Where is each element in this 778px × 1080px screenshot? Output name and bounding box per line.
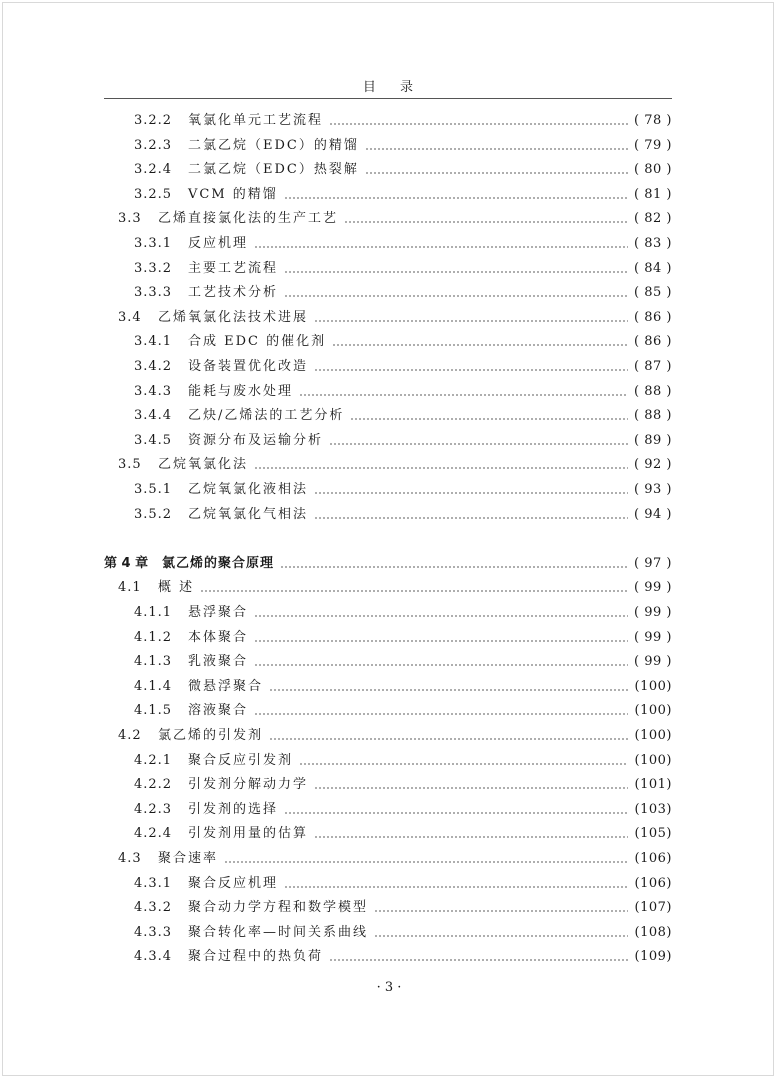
toc-entry <box>104 504 672 526</box>
toc-entry-page: ( 92 ) <box>634 457 672 473</box>
dot-leader <box>344 221 628 224</box>
toc-entry-title: 聚合转化率—时间关系曲线 <box>188 924 369 940</box>
dot-leader <box>269 688 628 691</box>
toc-entry-title: 乙烷氧氯化液相法 <box>188 482 309 497</box>
toc-entry-title: 引发剂用量的估算 <box>188 826 309 842</box>
toc-entry-number: 4.2.1 <box>134 752 173 768</box>
dot-leader <box>254 615 628 618</box>
toc-entry-number: 3.4.5 <box>134 432 173 448</box>
toc-entry-number: 3.4.4 <box>134 408 173 424</box>
dot-leader <box>254 246 628 249</box>
dot-leader <box>200 590 628 593</box>
toc-entry <box>104 135 672 157</box>
dot-leader <box>329 959 628 962</box>
toc-entry-page: ( 81 ) <box>634 186 672 202</box>
toc-entry-page: ( 88 ) <box>634 383 672 399</box>
toc-entry-page: (101) <box>634 777 672 793</box>
toc-entry-number: 3.4.2 <box>134 359 173 374</box>
toc-entry-title: 引发剂分解动力学 <box>188 777 309 793</box>
toc-entry-number: 3.5.1 <box>134 482 173 497</box>
toc-entry-number: 3.3.1 <box>134 236 173 251</box>
toc-entry-page: ( 86 ) <box>634 309 672 325</box>
dot-leader <box>314 787 628 790</box>
dot-leader <box>374 934 628 937</box>
toc-entry-number: 4.3 <box>118 851 142 866</box>
toc-entry-page: (100) <box>634 728 672 743</box>
dot-leader <box>284 196 628 199</box>
toc-entry-title: 乙烷氧氯化气相法 <box>188 506 309 522</box>
dot-leader <box>280 565 628 568</box>
toc-entry-number: 3.4.3 <box>134 383 173 399</box>
toc-entry-title: 氧氯化单元工艺流程 <box>188 113 324 128</box>
dot-leader <box>254 713 628 716</box>
toc-entry <box>104 774 672 796</box>
toc-entry <box>104 946 672 968</box>
toc-entry-title: 聚合过程中的热负荷 <box>188 949 324 965</box>
dot-leader <box>314 369 628 372</box>
toc-entry-title: 概 述 <box>158 580 195 596</box>
toc-entry-title: 资源分布及运输分析 <box>188 432 324 448</box>
toc-entry-title: 乙炔/乙烯法的工艺分析 <box>188 408 345 424</box>
toc-entry-title: VCM 的精馏 <box>188 186 278 202</box>
toc-entry <box>104 454 672 476</box>
toc-entry-title: 氯乙烯的引发剂 <box>158 728 264 743</box>
toc-entry-number: 3.2.4 <box>134 162 173 178</box>
dot-leader <box>374 910 628 913</box>
running-header: 目 录 <box>362 80 424 95</box>
toc-entry <box>104 282 672 304</box>
toc-entry <box>104 159 672 181</box>
toc-entry-number: 4.2.4 <box>134 826 173 842</box>
toc-entry-number: 4.2.3 <box>134 801 173 817</box>
toc-entry <box>104 873 672 895</box>
toc-entry-title: 乙烯氧氯化法技术进展 <box>158 309 309 325</box>
toc-entry-page: ( 86 ) <box>634 334 672 350</box>
dot-leader <box>254 664 628 667</box>
toc-entry-page: ( 82 ) <box>634 211 672 227</box>
toc-entry-title: 聚合动力学方程和数学模型 <box>188 900 369 916</box>
toc-entry-page: ( 78 ) <box>634 113 672 128</box>
toc-entry-number: 3.2.3 <box>134 137 173 153</box>
dot-leader <box>332 344 628 347</box>
toc-entry-page: ( 99 ) <box>634 580 672 596</box>
toc-entry <box>104 110 672 132</box>
toc-entry-number: 4.1.2 <box>134 629 173 645</box>
toc-entry-number: 4.3.1 <box>134 875 173 891</box>
toc-entry-number: 4.1.1 <box>134 605 173 620</box>
toc-entry-page: (108) <box>634 924 672 940</box>
dot-leader <box>254 467 628 470</box>
toc-entry-page: (100) <box>634 752 672 768</box>
toc-entry-title: 能耗与废水处理 <box>188 383 294 399</box>
toc-entry-number: 3.3.3 <box>134 285 173 301</box>
toc-entry <box>104 577 672 599</box>
dot-leader <box>314 516 628 519</box>
toc-entry <box>104 381 672 403</box>
toc-entry-title: 溶液聚合 <box>188 703 249 719</box>
toc-entry <box>104 627 672 649</box>
toc-entry <box>104 725 672 747</box>
header-rule <box>104 98 672 99</box>
toc-entry-page: (107) <box>634 900 672 916</box>
toc-entry-number: 3.5 <box>118 457 142 473</box>
toc-entry-title: 乳液聚合 <box>188 654 249 670</box>
dot-leader <box>365 147 628 150</box>
toc-entry-page: ( 93 ) <box>634 482 672 497</box>
toc-entry-number: 4.1.5 <box>134 703 173 719</box>
toc-entry-page: ( 87 ) <box>634 359 672 374</box>
toc-entry-page: (106) <box>634 851 672 866</box>
toc-entry-page: (105) <box>634 826 672 842</box>
toc-entry-title: 设备装置优化改造 <box>188 359 309 374</box>
toc-entry-page: ( 85 ) <box>634 285 672 301</box>
toc-entry <box>104 184 672 206</box>
toc-entry-page: (103) <box>634 801 672 817</box>
toc-entry-page: ( 88 ) <box>634 408 672 424</box>
toc-entry-number: 3.4 <box>118 309 142 325</box>
dot-leader <box>314 836 628 839</box>
toc-chapter-entry <box>104 553 672 575</box>
toc-entry-title: 微悬浮聚合 <box>188 678 264 694</box>
dot-leader <box>224 861 628 864</box>
toc-entry-page: ( 80 ) <box>634 162 672 178</box>
toc-entry <box>104 258 672 280</box>
dot-leader <box>329 123 628 126</box>
toc-entry-title: 乙烷氧氯化法 <box>158 457 249 473</box>
toc-entry-number: 4.1.3 <box>134 654 173 670</box>
toc-entry-number: 3.3 <box>118 211 142 227</box>
toc-entry-title: 引发剂的选择 <box>188 801 279 817</box>
toc-entry-page: ( 83 ) <box>634 236 672 251</box>
dot-leader <box>284 811 628 814</box>
toc-entry-number: 3.2.5 <box>134 186 173 202</box>
toc-entry-number: 4.3.4 <box>134 949 173 965</box>
toc-entry-page: (109) <box>634 949 672 965</box>
toc-entry <box>104 307 672 329</box>
toc-entry-page: ( 94 ) <box>634 506 672 522</box>
toc-entry-title: 本体聚合 <box>188 629 249 645</box>
toc-entry-number: 3.2.2 <box>134 113 173 128</box>
toc-entry-number: 3.5.2 <box>134 506 173 522</box>
toc-entry-page: ( 89 ) <box>634 432 672 448</box>
dot-leader <box>284 270 628 273</box>
toc-entry <box>104 848 672 870</box>
toc-entry-number: 4.3.2 <box>134 900 173 916</box>
toc-entry-title: 主要工艺流程 <box>188 260 279 276</box>
toc-entry-number: 3.3.2 <box>134 260 173 276</box>
dot-leader <box>314 492 628 495</box>
toc-entry <box>104 208 672 230</box>
dot-leader <box>269 738 628 741</box>
dot-leader <box>350 418 628 421</box>
toc-entry-number: 4.3.3 <box>134 924 173 940</box>
toc-entry-page: ( 99 ) <box>634 605 672 620</box>
toc-entry <box>104 602 672 624</box>
toc-entry-title: 二氯乙烷（EDC）热裂解 <box>188 162 359 178</box>
toc-entry <box>104 479 672 501</box>
toc-entry <box>104 700 672 722</box>
dot-leader <box>299 393 628 396</box>
dot-leader <box>254 639 628 642</box>
toc-entry-page: (100) <box>634 703 672 719</box>
toc-entry-page: ( 97 ) <box>634 555 672 571</box>
toc-entry-number: 4.1 <box>118 580 142 596</box>
toc-entry-page: (106) <box>634 875 672 891</box>
toc-entry-number: 4.2 <box>118 728 142 743</box>
toc-entry-page: ( 79 ) <box>634 137 672 153</box>
toc-entry <box>104 799 672 821</box>
toc-entry-title: 悬浮聚合 <box>188 605 249 620</box>
toc-entry <box>104 356 672 378</box>
toc-entry <box>104 922 672 944</box>
page-number: · 3 · <box>376 980 402 995</box>
dot-leader <box>314 319 628 322</box>
toc-entry-title: 合成 EDC 的催化剂 <box>188 334 327 350</box>
toc-entry <box>104 750 672 772</box>
toc-entry-title: 聚合反应引发剂 <box>188 752 294 768</box>
toc-entry <box>104 676 672 698</box>
toc-entry-number: 3.4.1 <box>134 334 173 350</box>
dot-leader <box>284 295 628 298</box>
toc-entry-title: 反应机理 <box>188 236 249 251</box>
toc-entry-title: 工艺技术分析 <box>188 285 279 301</box>
toc-entry-page: ( 84 ) <box>634 260 672 276</box>
toc-entry-title: 聚合反应机理 <box>188 875 279 891</box>
toc-entry-title: 二氯乙烷（EDC）的精馏 <box>188 137 359 153</box>
toc-entry-page: ( 99 ) <box>634 629 672 645</box>
toc-entry-title: 乙烯直接氯化法的生产工艺 <box>158 211 339 227</box>
toc-entry <box>104 405 672 427</box>
toc-entry-number: 4.2.2 <box>134 777 173 793</box>
toc-entry <box>104 430 672 452</box>
toc-entry-number: 第 4 章 <box>104 555 149 571</box>
toc-entry-page: (100) <box>634 678 672 694</box>
toc-entry <box>104 233 672 255</box>
toc-entry-page: ( 99 ) <box>634 654 672 670</box>
toc-entry <box>104 897 672 919</box>
dot-leader <box>284 885 628 888</box>
dot-leader <box>299 762 628 765</box>
toc-entry-title: 氯乙烯的聚合原理 <box>162 555 275 571</box>
toc-entry <box>104 651 672 673</box>
dot-leader <box>329 442 628 445</box>
toc-entry <box>104 331 672 353</box>
toc-entry-title: 聚合速率 <box>158 851 219 866</box>
toc-entry <box>104 823 672 845</box>
toc-entry-number: 4.1.4 <box>134 678 173 694</box>
dot-leader <box>365 172 628 175</box>
